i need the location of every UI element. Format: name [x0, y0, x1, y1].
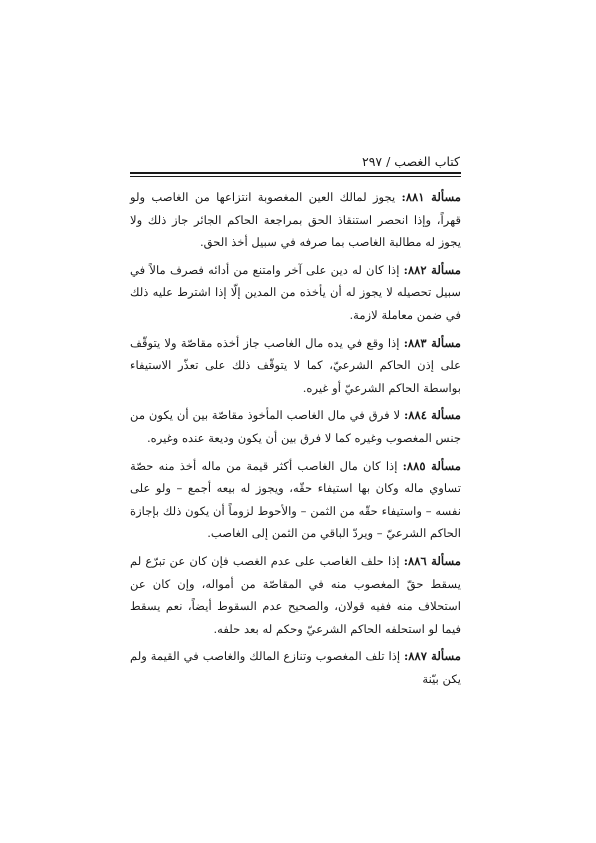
issue-label: مسألة ٨٨٢: — [403, 262, 462, 277]
header-rule-thick — [130, 172, 461, 174]
issue-label: مسألة ٨٨٣: — [403, 335, 462, 350]
issue-label: مسألة ٨٨٤: — [403, 408, 462, 423]
header-rule-thin — [130, 176, 461, 177]
issue-label: مسألة ٨٨١: — [401, 190, 461, 204]
body-text — [130, 186, 461, 695]
issue-text: إذا كان مال الغاصب أكثر قيمة من ماله أخذ منه حصّة تساوي ماله وكان بها استيفاء حقّه، ويجوز له بيعه أجمع – ولو على نفسه – واستيفاء حقّه من الثمن – والأحوط لزوماً أن يكون ذلك بإجازة الحاكم الشرعيّ – ويردّ الباقي من الثمن إلى الغاصب. — [130, 458, 461, 541]
issue-text: يجوز لمالك العين المغصوبة انتزاعها من الغاصب ولو قهراً، وإذا انحصر استنقاذ الحق بمراجعة الحاكم الجائر جاز ذلك ولا يجوز له مطالبة الغاصب بما صرفه في سبيل أخذ الحق. — [130, 190, 461, 250]
issue-text: لا فرق في مال الغاصب المأخوذ مقاصّة بين أن يكون من جنس المغصوب وغيره كما لا فرق بين أن يكون وديعة عنده وغيره. — [130, 408, 461, 445]
paragraph-issue-884 — [130, 404, 461, 449]
issue-text: إذا حلف الغاصب على عدم الغصب فإن كان عن تبرّع لم يسقط حقّ المغصوب منه في المقاصّة من أمواله، وإن كان عن استحلاف منه ففيه قولان، والصحيح عدم السقوط أيضاً، نعم يسقط فيما لو استحلفه الحاكم الشرعيّ وحكم له بعد حلفه. — [130, 553, 461, 636]
paragraph-issue-887 — [130, 645, 461, 690]
paragraph-issue-885 — [130, 455, 461, 545]
paragraph-issue-881 — [130, 186, 461, 254]
paragraph-issue-883 — [130, 332, 461, 400]
paragraph-issue-886 — [130, 550, 461, 640]
running-head: كتاب الغصب / ٢٩٧ — [361, 154, 460, 169]
issue-label: مسألة ٨٨٧: — [403, 649, 462, 664]
issue-text: إذا وقع في يده مال الغاصب جاز أخذه مقاصّة ولا يتوقّف على إذن الحاكم الشرعيّ، كما لا يتوقّف ذلك على تعذّر الاستيفاء بواسطة الحاكم الشرعيّ أو غيره. — [130, 335, 461, 395]
issue-text: إذا كان له دين على آخر وامتنع من أدائه فصرف مالاً في سبيل تحصيله لا يجوز له أن يأخذه من المدين إلّا إذا اشترط عليه ذلك في ضمن معاملة لازمة. — [130, 262, 461, 322]
issue-label: مسألة ٨٨٥: — [402, 458, 461, 473]
issue-label: مسألة ٨٨٦: — [403, 553, 462, 568]
issue-text: إذا تلف المغصوب وتنازع المالك والغاصب في القيمة ولم يكن بيّنة — [130, 649, 461, 686]
paragraph-issue-882 — [130, 259, 461, 327]
